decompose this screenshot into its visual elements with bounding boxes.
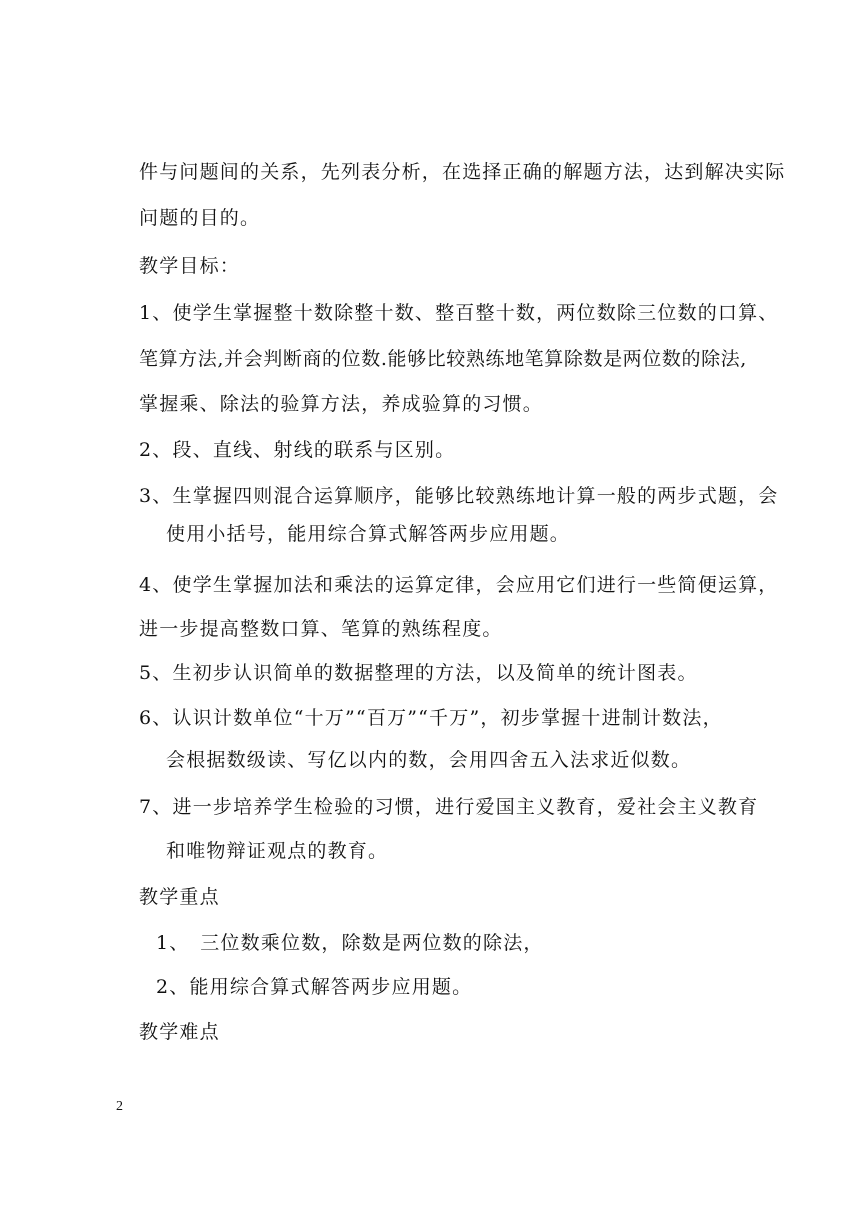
list-item-3-line-2: 使用小括号，能用综合算式解答两步应用题。	[166, 523, 571, 545]
list-item-2: 2、段、直线、射线的联系与区别。	[139, 439, 456, 461]
key-point-2: 2、能用综合算式解答两步应用题。	[156, 976, 473, 998]
list-item-4-line-2: 进一步提高整数口算、笔算的熟练程度。	[139, 618, 503, 640]
paragraph-line: 件与问题间的关系，先列表分析，在选择正确的解题方法，达到解决实际	[139, 161, 786, 183]
list-item-1-line-2: 笔算方法,并会判断商的位数.能够比较熟练地笔算除数是两位数的除法,	[139, 348, 747, 370]
list-item-7-line-2: 和唯物辩证观点的教育。	[166, 840, 389, 862]
page-number: 2	[116, 1099, 123, 1114]
key-point-1: 1、 三位数乘位数，除数是两位数的除法，	[156, 932, 544, 954]
list-item-1-line-3: 掌握乘、除法的验算方法，养成验算的习惯。	[139, 393, 544, 415]
list-item-6-line-2: 会根据数级读、写亿以内的数，会用四舍五入法求近似数。	[166, 749, 692, 771]
paragraph-line: 问题的目的。	[139, 207, 261, 229]
list-item-6-line-1: 6、认识计数单位“十万”“百万”“千万”，初步掌握十进制计数法，	[139, 707, 723, 729]
list-item-3-line-1: 3、生掌握四则混合运算顺序，能够比较熟练地计算一般的两步式题，会	[139, 485, 779, 507]
section-heading-difficulties: 教学难点	[139, 1021, 220, 1043]
section-heading-key-points: 教学重点	[139, 886, 220, 908]
list-item-7-line-1: 7、进一步培养学生检验的习惯，进行爱国主义教育，爱社会主义教育	[139, 796, 759, 818]
list-item-1-line-1: 1、使学生掌握整十数除整十数、整百整十数，两位数除三位数的口算、	[139, 302, 779, 324]
list-item-4-line-1: 4、使学生掌握加法和乘法的运算定律，会应用它们进行一些简便运算，	[139, 574, 779, 596]
section-heading-objectives: 教学目标：	[139, 255, 241, 277]
list-item-5: 5、生初步认识简单的数据整理的方法，以及简单的统计图表。	[139, 662, 698, 684]
